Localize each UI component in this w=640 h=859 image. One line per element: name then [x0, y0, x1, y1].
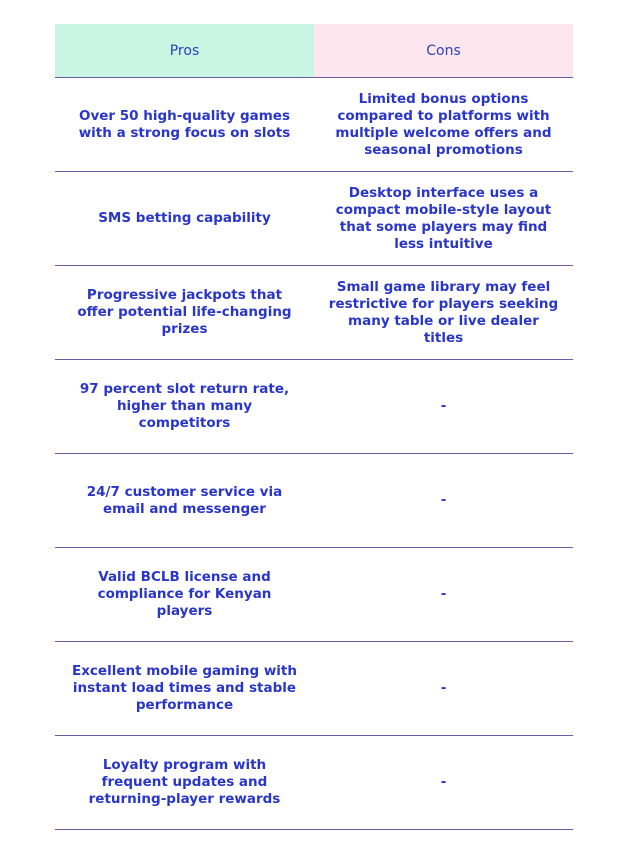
pros-cons-table [55, 24, 573, 830]
pro-cell: Progressive jackpots that offer potential life-changing prizes [77, 287, 292, 337]
table-row [55, 172, 573, 266]
pro-cell: Excellent mobile gaming with instant load times and stable performance [72, 663, 297, 713]
con-cell: - [440, 680, 447, 696]
con-cell: - [440, 774, 447, 790]
con-cell: - [440, 398, 447, 414]
pro-cell: Loyalty program with frequent updates and returning-player rewards [88, 757, 281, 807]
table-row [55, 642, 573, 736]
table-row [55, 736, 573, 830]
con-cell: Small game library may feel restrictive for players seeking many table or live dealer titles [328, 278, 559, 346]
table-header-row [55, 24, 573, 78]
con-cell: - [440, 492, 447, 508]
pro-cell: 97 percent slot return rate, higher than many competitors [79, 381, 290, 431]
con-cell: Desktop interface uses a compact mobile-style layout that some players may find less intuitive [335, 184, 552, 252]
table-row [55, 78, 573, 172]
pro-cell: 24/7 customer service via email and messenger [86, 483, 283, 517]
pro-cell: SMS betting capability [98, 210, 271, 226]
pro-cell: Valid BCLB license and compliance for Kenyan players [97, 569, 272, 619]
cons-column-header: Cons [314, 24, 573, 77]
table-row [55, 266, 573, 360]
table-row [55, 454, 573, 548]
pros-column-header: Pros [55, 24, 314, 77]
table-row [55, 548, 573, 642]
pro-cell: Over 50 high-quality games with a strong focus on slots [78, 107, 291, 141]
con-cell: - [440, 586, 447, 602]
con-cell: Limited bonus options compared to platforms with multiple welcome offers and seasonal promotions [335, 90, 552, 158]
table-row [55, 360, 573, 454]
